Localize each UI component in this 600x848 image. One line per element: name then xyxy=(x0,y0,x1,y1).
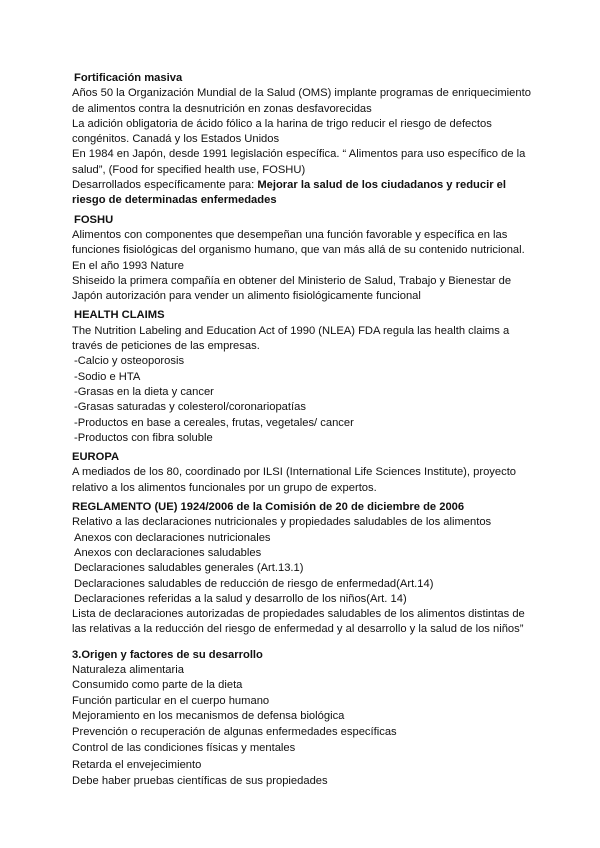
paragraph: The Nutrition Labeling and Education Act of 1990 (NLEA) FDA regula las health claims a través de peticiones de las empresas. xyxy=(72,324,510,353)
list-item: -Sodio e HTA xyxy=(74,370,141,383)
paragraph: Alimentos con componentes que desempeñan una función favorable y específica en las funciones fisiológicas del organismo humano, que van más allá de su contenido nutricional. xyxy=(72,228,525,257)
bullet-text: Mejoramiento en los mecanismos de defensa biológica xyxy=(72,709,345,722)
bullet-text: Retarda el envejecimiento xyxy=(72,758,202,771)
list-item: -Grasas en la dieta y cancer xyxy=(74,385,214,398)
paragraph: Naturaleza alimentaria xyxy=(72,663,184,676)
paragraph: En el año 1993 Nature xyxy=(72,259,184,272)
heading-foshu: FOSHU xyxy=(74,213,114,226)
bullet-text: Control de las condiciones físicas y mentales xyxy=(72,742,296,755)
list-item: -Calcio y osteoporosis xyxy=(74,355,185,368)
bold-text: Mejorar la salud de los ciudadanos y reducir el riesgo de determinadas enfermedades xyxy=(72,179,507,207)
heading-origen: 3.Origen y factores de su desarrollo xyxy=(72,648,263,661)
bullet-item xyxy=(72,741,540,757)
bullet-item xyxy=(72,709,540,725)
paragraph-text: Desarrollados específicamente para: xyxy=(72,179,258,192)
paragraph: Años 50 la Organización Mundial de la Salud (OMS) implante programas de enriquecimiento de alimentos contra la desnutrición en zonas desfavorecidas xyxy=(72,87,531,115)
heading-europa: EUROPA xyxy=(72,451,120,464)
heading-fortificacion: Fortificación masiva xyxy=(74,72,183,84)
list-item: -Grasas saturadas y colesterol/coronariopatías xyxy=(74,401,306,414)
bullet-item xyxy=(72,725,540,741)
bullet-text: Prevención o recuperación de algunas enfermedades específicas xyxy=(72,726,397,739)
heading-reglamento: REGLAMENTO (UE) 1924/2006 de la Comisión de 20 de diciembre de 2006 xyxy=(72,501,465,514)
list-item: Anexos con declaraciones nutricionales xyxy=(74,531,271,544)
list-item: Declaraciones saludables generales (Art.13.1) xyxy=(74,562,304,575)
paragraph: La adición obligatoria de ácido fólico a la harina de trigo reducir el riesgo de defectos congénitos. Canadá y los Estados Unidos xyxy=(72,117,492,146)
heading-health-claims: HEALTH CLAIMS xyxy=(74,309,165,322)
paragraph: Debe haber pruebas científicas de sus propiedades xyxy=(72,775,328,788)
paragraph: Consumido como parte de la dieta xyxy=(72,679,243,692)
paragraph xyxy=(72,178,540,209)
paragraph: Función particular en el cuerpo humano xyxy=(72,694,270,707)
list-item: Declaraciones referidas a la salud y desarrollo de los niños(Art. 14) xyxy=(74,592,407,605)
paragraph: Lista de declaraciones autorizadas de propiedades saludables de los alimentos distintas de las relativas a la reducción del riesgo de enfermedad y al desarrollo y la salud de los niños” xyxy=(72,608,525,636)
list-item: -Productos con fibra soluble xyxy=(74,431,213,444)
list-item: -Productos en base a cereales, frutas, vegetales/ cancer xyxy=(74,416,354,429)
paragraph: Shiseido la primera compañía en obtener del Ministerio de Salud, Trabajo y Bienestar de Japón autorización para vender un alimento fisiológicamente funcional xyxy=(72,274,512,303)
bullet-item xyxy=(72,758,540,774)
paragraph: A mediados de los 80, coordinado por ILSI (International Life Sciences Institute), proyecto relativo a los alimentos funcionales por un grupo de expertos. xyxy=(72,466,517,494)
list-item: Anexos con declaraciones saludables xyxy=(74,546,262,559)
list-item: Declaraciones saludables de reducción de riesgo de enfermedad(Art.14) xyxy=(74,577,434,590)
paragraph: En 1984 en Japón, desde 1991 legislación específica. “ Alimentos para uso específico de la salud”, (Food for specified health use, FOSHU) xyxy=(72,148,526,176)
paragraph: Relativo a las declaraciones nutricionales y propiedades saludables de los alimentos xyxy=(72,516,492,529)
